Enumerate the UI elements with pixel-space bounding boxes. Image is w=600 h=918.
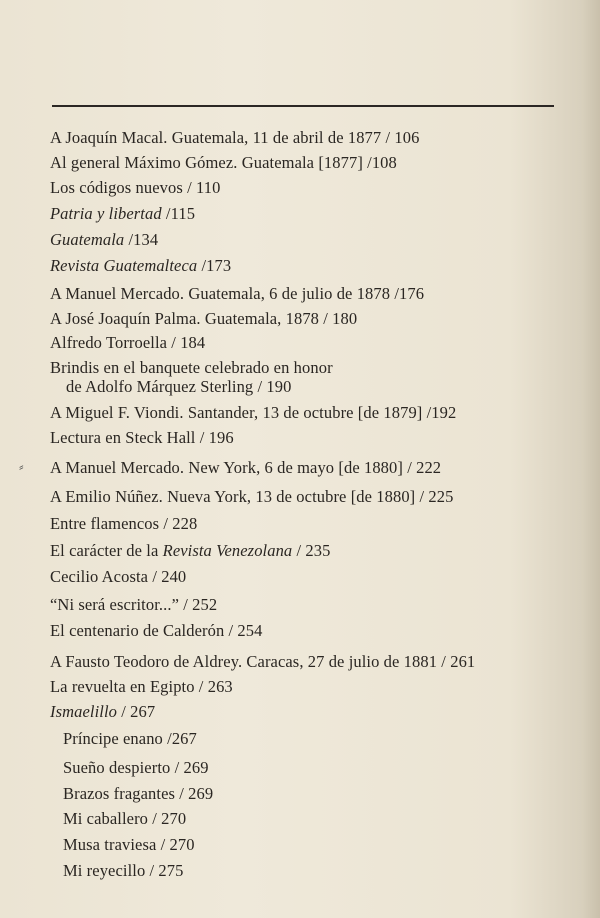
toc-entry: A Fausto Teodoro de Aldrey. Caracas, 27 de julio de 1881 / 261: [50, 652, 476, 671]
toc-entry-title: Revista Guatemalteca: [50, 256, 198, 275]
toc-subentry: Príncipe enano /267: [63, 729, 197, 748]
toc-subentry: Mi caballero / 270: [63, 809, 187, 828]
toc-entry: Los códigos nuevos / 110: [50, 178, 221, 197]
toc-entry: El centenario de Calderón / 254: [50, 621, 263, 640]
toc-entry-prefix: El carácter de la: [50, 541, 163, 560]
toc-entry-page: /115: [161, 204, 196, 223]
toc-entry: A Joaquín Macal. Guatemala, 11 de abril de 1877 / 106: [50, 128, 420, 147]
toc-entry-page: /173: [197, 256, 232, 275]
toc-entry-page: /134: [124, 230, 159, 249]
toc-entry-title: Guatemala: [50, 230, 125, 249]
toc-entry: Entre flamencos / 228: [50, 514, 198, 533]
toc-entry-title: Patria y libertad: [50, 204, 162, 223]
toc-subentry: Sueño despierto / 269: [63, 758, 209, 777]
toc-subentry: Brazos fragantes / 269: [63, 784, 214, 803]
toc-entry: Cecilio Acosta / 240: [50, 567, 187, 586]
toc-entry: A Emilio Núñez. Nueva York, 13 de octubre [de 1880] / 225: [50, 487, 454, 506]
toc-entry: [50, 204, 195, 224]
toc-entry: A Manuel Mercado. New York, 6 de mayo [de 1880] / 222: [50, 458, 442, 477]
toc-entry-title: Ismaelillo: [50, 702, 117, 721]
toc-entry: La revuelta en Egipto / 263: [50, 677, 233, 696]
toc-entry: [50, 256, 231, 276]
toc-entry: [50, 541, 330, 561]
toc-entry: “Ni será escritor...” / 252: [50, 595, 218, 614]
toc-entry-continuation: de Adolfo Márquez Sterling / 190: [66, 377, 292, 396]
toc-entry: A José Joaquín Palma. Guatemala, 1878 / 180: [50, 309, 358, 328]
toc-entry-line: Brindis en el banquete celebrado en honor: [50, 358, 333, 377]
margin-mark: ⸗: [19, 460, 24, 475]
toc-entry-title: Revista Venezolana: [162, 541, 293, 560]
toc-entry: Lectura en Steck Hall / 196: [50, 428, 234, 447]
toc-subentry: Musa traviesa / 270: [63, 835, 195, 854]
toc-entry-page: / 267: [117, 702, 156, 721]
toc-entry-page: / 235: [292, 541, 331, 560]
toc-entry: A Manuel Mercado. Guatemala, 6 de julio de 1878 /176: [50, 284, 425, 303]
toc-subentry: Mi reyecillo / 275: [63, 861, 184, 880]
toc-entry: A Miguel F. Viondi. Santander, 13 de octubre [de 1879] /192: [50, 403, 457, 422]
toc-entry: [50, 702, 155, 722]
toc-entry: Al general Máximo Gómez. Guatemala [1877] /108: [50, 153, 397, 172]
toc-entry: [50, 230, 158, 250]
toc-entry: [50, 358, 333, 396]
toc-entry: Alfredo Torroella / 184: [50, 333, 206, 352]
